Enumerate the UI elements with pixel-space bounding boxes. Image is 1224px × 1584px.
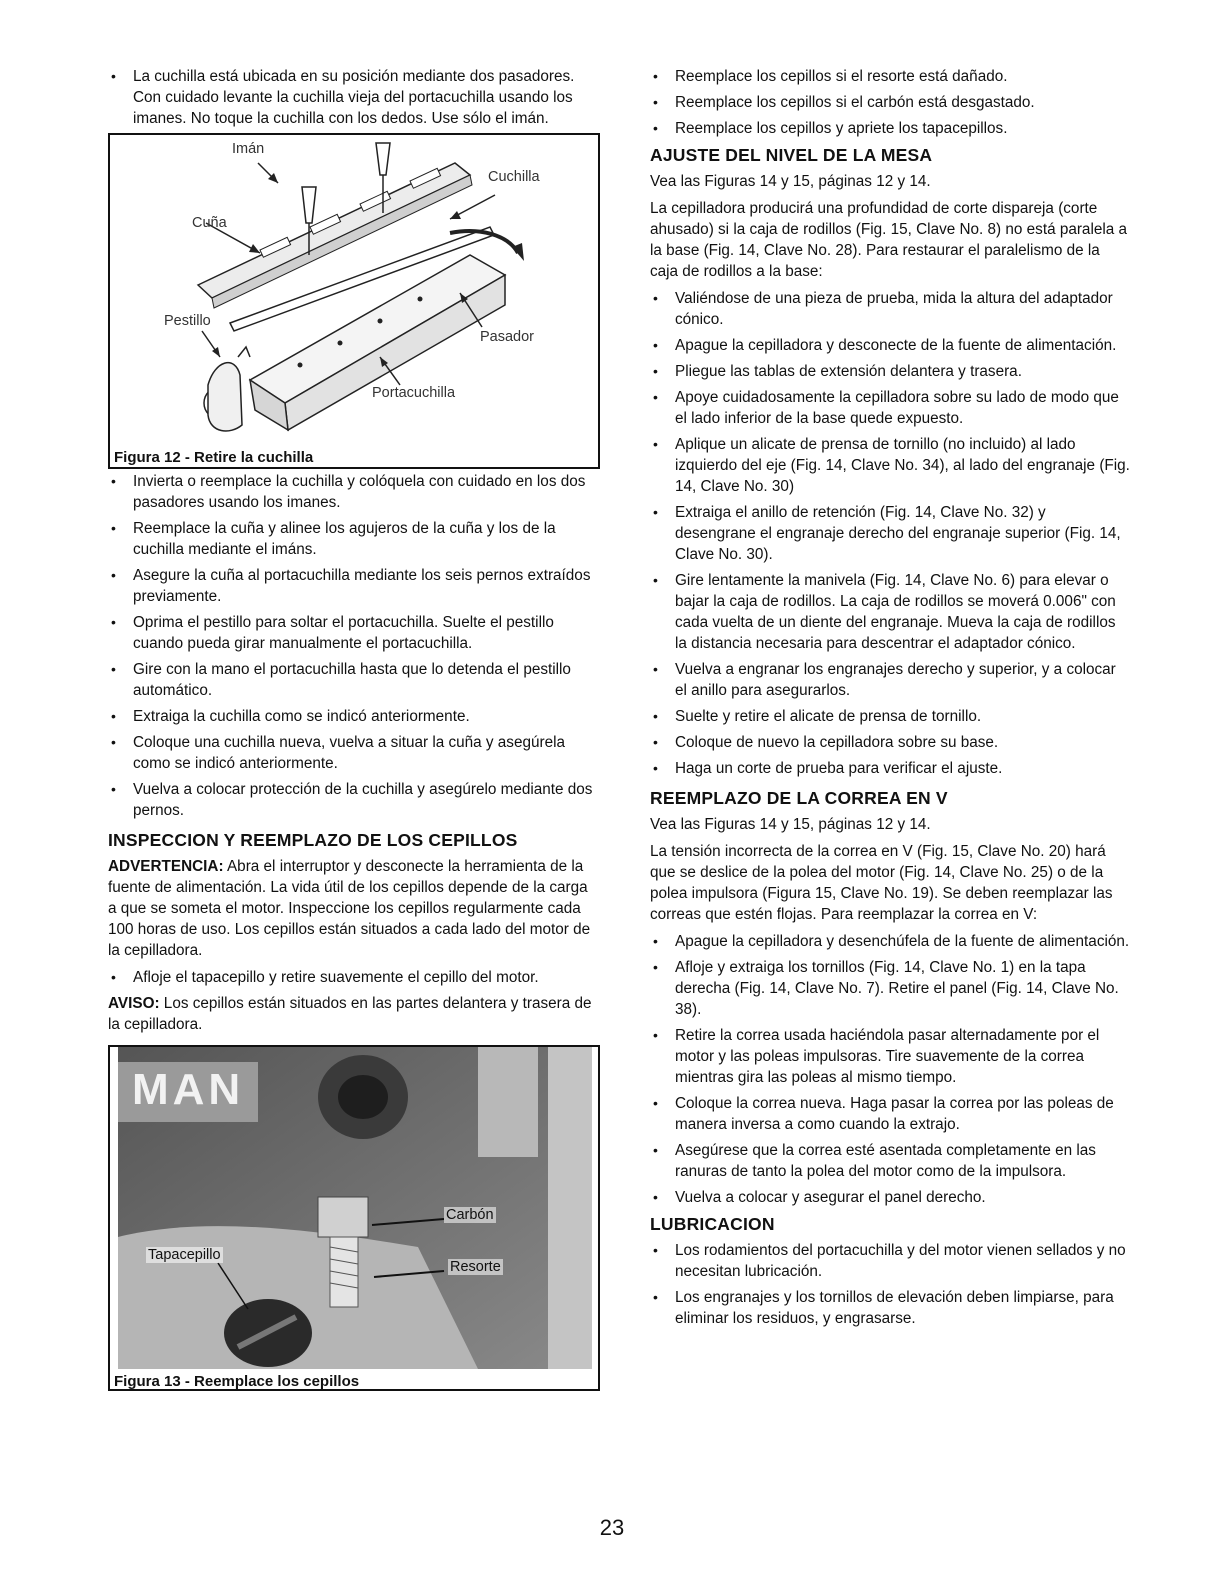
list-item: • Suelte y retire el alicate de prensa de tornillo. (650, 706, 1130, 727)
brush-steps-list (108, 967, 600, 988)
blade-steps-list (108, 471, 600, 821)
list-item: • Los engranajes y los tornillos de elevación deben limpiarse, para eliminar los residuos, y engrasarse. (650, 1287, 1130, 1329)
left-column (108, 66, 600, 1391)
figure-12 (108, 133, 600, 469)
list-item: • Reemplace los cepillos si el resorte está dañado. (650, 66, 1130, 87)
list-item: • Vuelva a colocar protección de la cuchilla y asegúrelo mediante dos pernos. (108, 779, 600, 821)
list-item: • Aplique un alicate de prensa de tornillo (no incluido) al lado izquierdo del eje (Fig. 14, Clave No. 34), al lado del engranaje (Fig. 14, Clave No. 30) (650, 434, 1130, 497)
warning-label: ADVERTENCIA: (108, 858, 224, 875)
notice-paragraph (108, 993, 600, 1035)
lubrication-list (650, 1240, 1130, 1329)
list-item: • Coloque la correa nueva. Haga pasar la correa por las poleas de manera inversa a como cuando la extrajo. (650, 1093, 1130, 1135)
list-item: • Coloque una cuchilla nueva, vuelva a situar la cuña y asegúrela como se indicó anteriormente. (108, 732, 600, 774)
list-item: • Afloje y extraiga los tornillos (Fig. 14, Clave No. 1) en la tapa derecha (Fig. 14, Clave No. 7). Retire el panel (Fig. 14, Clave No. 38). (650, 957, 1130, 1020)
list-item: • Asegure la cuña al portacuchilla mediante los seis pernos extraídos previamente. (108, 565, 600, 607)
list-item: • Gire lentamente la manivela (Fig. 14, Clave No. 6) para elevar o bajar la caja de rodillos. La caja de rodillos se moverá 0.006" con cada vuelta de un diente del engranaje. Mueva la caja de rodillos la distancia necesaria para descentrar el adaptador cónico. (650, 570, 1130, 654)
warning-paragraph (108, 856, 600, 961)
list-item: • Vuelva a colocar y asegurar el panel derecho. (650, 1187, 1130, 1208)
list-item: • La cuchilla está ubicada en su posición mediante dos pasadores. Con cuidado levante la cuchilla vieja del portacuchilla usando los imanes. No toque la cuchilla con los dedos. Use sólo el imán. (108, 66, 600, 129)
figure-12-caption: Figura 12 - Retire la cuchilla (114, 449, 314, 466)
list-item: • Extraiga el anillo de retención (Fig. 14, Clave No. 32) y desengrane el engranaje derecho del engranaje superior (Fig. 14, Clave No. 30). (650, 502, 1130, 565)
list-item: • Apague la cepilladora y desconecte de la fuente de alimentación. (650, 335, 1130, 356)
label-tapacepillo: Tapacepillo (148, 1247, 221, 1263)
list-item: • Reemplace los cepillos y apriete los tapacepillos. (650, 118, 1130, 139)
table-level-intro: La cepilladora producirá una profundidad de corte dispareja (corte ahusado) si la caja de rodillos (Fig. 15, Clave No. 8) no está paralela a la base (Fig. 14, Clave No. 28). Para restaurar el paralelismo de la caja de rodillos a la base: (650, 200, 1128, 280)
notice-text: Los cepillos están situados en las partes delantera y trasera de la cepilladora. (108, 995, 592, 1033)
list-item: • Invierta o reemplace la cuchilla y colóquela con cuidado en los dos pasadores usando los imanes. (108, 471, 600, 513)
page-number: 23 (599, 1515, 625, 1540)
list-item: • Apague la cepilladora y desenchúfela de la fuente de alimentación. (650, 931, 1130, 952)
warning-text: Abra el interruptor y desconecte la herramienta de la fuente de alimentación. La vida útil de los cepillos depende de la carga a que se someta el motor. Inspeccione los cepillos regularmente cada 100 horas de uso. Los cepillos están situados a cada lado del motor de la cepilladora. (108, 858, 591, 959)
label-portacuchilla: Portacuchilla (372, 385, 456, 401)
list-item: • Extraiga la cuchilla como se indicó anteriormente. (108, 706, 600, 727)
list-item: • Los rodamientos del portacuchilla y del motor vienen sellados y no necesitan lubricación. (650, 1240, 1130, 1282)
table-level-steps-list (650, 288, 1130, 779)
table-level-ref: Vea las Figuras 14 y 15, páginas 12 y 14. (650, 173, 931, 190)
list-item: • Apoye cuidadosamente la cepilladora sobre su lado de modo que el lado inferior de la base quede expuesto. (650, 387, 1130, 429)
label-pasador: Pasador (480, 329, 535, 345)
list-item: • Valiéndose de una pieza de prueba, mida la altura del adaptador cónico. (650, 288, 1130, 330)
label-resorte: Resorte (450, 1259, 501, 1275)
notice-label: AVISO: (108, 995, 160, 1012)
list-item: • Gire con la mano el portacuchilla hasta que lo detenda el pestillo automático. (108, 659, 600, 701)
brush-replace-list (650, 66, 1130, 139)
list-item: • Vuelva a engranar los engranajes derecho y superior, y a colocar el anillo para asegurarlos. (650, 659, 1130, 701)
section-heading-v-belt: REEMPLAZO DE LA CORREA EN V (650, 788, 948, 808)
list-item: • Reemplace los cepillos si el carbón está desgastado. (650, 92, 1130, 113)
section-heading-table-level: AJUSTE DEL NIVEL DE LA MESA (650, 145, 933, 165)
v-belt-intro: La tensión incorrecta de la correa en V (Fig. 15, Clave No. 20) hará que se deslice de la polea del motor (Fig. 14, Clave No. 25) o de la polea impulsora (Figura 15, Clave No. 19). Se deben reemplazar las correas que estén flojas. Para reemplazar la correa en V: (650, 843, 1113, 923)
label-pestillo: Pestillo (164, 313, 211, 329)
intro-bullet-list (108, 66, 600, 129)
v-belt-ref: Vea las Figuras 14 y 15, páginas 12 y 14. (650, 816, 931, 833)
brand-text-man: MAN (132, 1065, 245, 1114)
list-item: • Asegúrese que la correa esté asentada completamente en las ranuras de tanto la polea del motor como de la impulsora. (650, 1140, 1130, 1182)
section-heading-brushes: INSPECCION Y REEMPLAZO DE LOS CEPILLOS (108, 830, 518, 850)
figure-13-caption: Figura 13 - Reemplace los cepillos (114, 1373, 360, 1390)
list-item: • Oprima el pestillo para soltar el portacuchilla. Suelte el pestillo cuando pueda girar manualmente el portacuchilla. (108, 612, 600, 654)
figure-13 (108, 1045, 600, 1391)
motor-brush-photo (118, 1047, 592, 1369)
list-item: • Reemplace la cuña y alinee los agujeros de la cuña y los de la cuchilla mediante el imáns. (108, 518, 600, 560)
label-carbon: Carbón (446, 1207, 494, 1223)
label-iman: Imán (232, 141, 265, 157)
list-item: • Afloje el tapacepillo y retire suavemente el cepillo del motor. (108, 967, 600, 988)
section-heading-lubrication: LUBRICACION (650, 1214, 775, 1234)
list-item: • Haga un corte de prueba para verificar el ajuste. (650, 758, 1130, 779)
list-item: • Retire la correa usada haciéndola pasar alternadamente por el motor y las poleas impulsoras. Tire suavemente de la correa mientras gira las poleas al mismo tiempo. (650, 1025, 1130, 1088)
label-cuchilla: Cuchilla (488, 169, 540, 185)
list-item: • Pliegue las tablas de extensión delantera y trasera. (650, 361, 1130, 382)
list-item: • Coloque de nuevo la cepilladora sobre su base. (650, 732, 1130, 753)
label-cuna: Cuña (192, 215, 227, 231)
right-column (650, 66, 1130, 1334)
v-belt-steps-list (650, 931, 1130, 1208)
